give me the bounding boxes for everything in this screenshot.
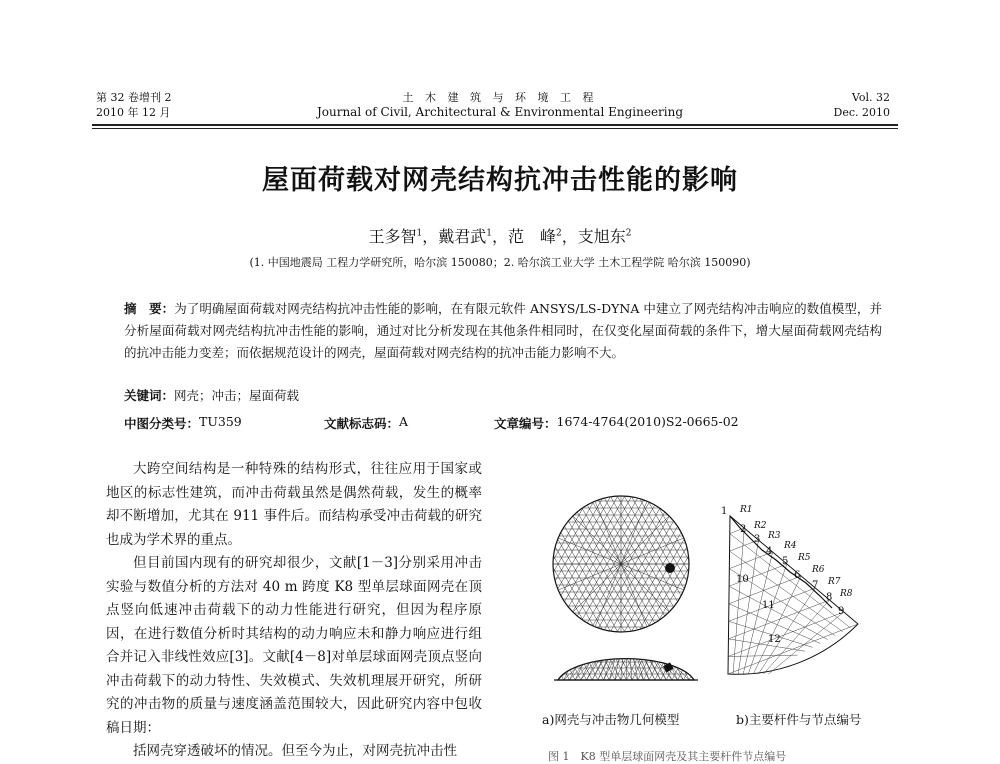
caption-b: b)主要杆件与节点编号 (736, 710, 861, 728)
member-label-R8: R8 (839, 589, 853, 599)
body-paragraph-1: 大跨空间结构是一种特殊的结构形式，往往应用于国家或地区的标志性建筑，而冲击荷载虽然是偶然荷载，发生的概率却不断增加，尤其在 911 事件后。而结构承受冲击荷载的研究也成为学术界的重点。 (106, 458, 482, 552)
journal-name-cn: 土 木 建 筑 与 环 境 工 程 (280, 90, 720, 105)
member-label-R7: R7 (827, 577, 841, 587)
node-label-12: 12 (768, 634, 781, 645)
node-label-3: 3 (754, 534, 760, 545)
header-center (280, 90, 720, 120)
volume-issue-cn: 第 32 卷增刊 2 (96, 90, 236, 105)
body-text (106, 458, 482, 764)
article-number: 文章编号： 1674-4764(2010)S2-0665-02 (494, 414, 557, 432)
node-label-5: 5 (782, 556, 788, 567)
affiliations: (1. 中国地震局 工程力学研究所，哈尔滨 150080；2. 哈尔滨工业大学 土木工程学院 哈尔滨 150090) (0, 254, 1000, 270)
journal-name-en: Journal of Civil, Architectural & Environmental Engineering (280, 105, 720, 120)
abstract-label: 摘 要： (124, 301, 174, 316)
header-rule-thin (92, 128, 898, 129)
keywords (124, 386, 299, 404)
document-code: 文献标志码： A (324, 414, 399, 432)
caption-a: a)网壳与冲击物几何模型 (542, 710, 679, 728)
figure-drawing (540, 484, 880, 734)
header-left (96, 90, 236, 120)
header-right (834, 90, 890, 120)
header-rule-thick (92, 124, 898, 126)
author-3: 范 峰$^2$， (508, 227, 578, 246)
dome-plan-view (540, 494, 731, 634)
sector-node-diagram (721, 505, 858, 674)
node-label-2: 2 (740, 524, 746, 535)
body-paragraph-2: 但目前国内现有的研究却很少，文献[1－3]分别采用冲击实验与数值分析的方法对 40 m 跨度 K8 型单层球面网壳在顶点竖向低速冲击荷载下的动力性能进行研究，但因为程序原因，在进行数值分析时其结构的动力响应未和静力响应进行组合并记入非线性效应[3]。文献[4－8]对单层球面网壳顶点竖向冲击荷载下的动力特性、失效模式、失效机理展开研究，所研究的冲击物的质量与速度涵盖范围较大，因此研究内容中包收稿日期： (106, 552, 482, 740)
figure-1 (540, 484, 880, 734)
volume-en: Vol. 32 (834, 90, 890, 105)
author-1: 王多智$^1$， (368, 227, 438, 246)
node-label-6: 6 (794, 570, 800, 581)
keywords-label: 关键词： (124, 388, 174, 403)
dome-elevation-view (544, 652, 709, 680)
figure-caption-partial: 图 1 K8 型单层球面网壳及其主要杆件节点编号 (548, 748, 786, 764)
node-label-7: 7 (812, 580, 818, 591)
node-label-10: 10 (736, 574, 749, 585)
date-en: Dec. 2010 (834, 105, 890, 120)
paper-title: 屋面荷载对网壳结构抗冲击性能的影响 (0, 158, 1000, 197)
impactor-marker (665, 563, 675, 573)
keywords-text: 网壳；冲击；屋面荷载 (174, 388, 299, 403)
member-label-R5: R5 (797, 553, 811, 563)
author-4: 支旭东$^2$ (578, 227, 632, 246)
node-label-4: 4 (766, 546, 772, 557)
abstract (124, 298, 882, 364)
member-label-R4: R4 (783, 541, 797, 551)
body-paragraph-3: 括网壳穿透破坏的情况。但至今为止，对网壳抗冲击性 (106, 740, 482, 764)
author-list (0, 224, 1000, 247)
node-label-8: 8 (826, 592, 832, 603)
member-label-R2: R2 (753, 521, 767, 531)
member-label-R6: R6 (811, 565, 825, 575)
date-cn: 2010 年 12 月 (96, 105, 236, 120)
member-label-R3: R3 (767, 531, 781, 541)
node-label-11: 11 (762, 600, 775, 611)
author-2: 戴君武$^1$， (438, 227, 508, 246)
abstract-text: 为了明确屋面荷载对网壳结构抗冲击性能的影响，在有限元软件 ANSYS/LS-DYNA 中建立了网壳结构冲击响应的数值模型，并分析屋面荷载对网壳结构抗冲击性能的影响，通过对比分析发现在其他条件相同时，在仅变化屋面荷载的条件下，增大屋面荷载网壳结构的抗冲击能力变差；而依据规范设计的网壳，屋面荷载对网壳结构的抗冲击能力影响不大。 (124, 301, 882, 360)
node-label-1: 1 (721, 506, 727, 517)
member-label-R1: R1 (739, 505, 753, 515)
classification-code: 中图分类号： TU359 (124, 414, 199, 432)
node-label-9: 9 (838, 606, 844, 617)
